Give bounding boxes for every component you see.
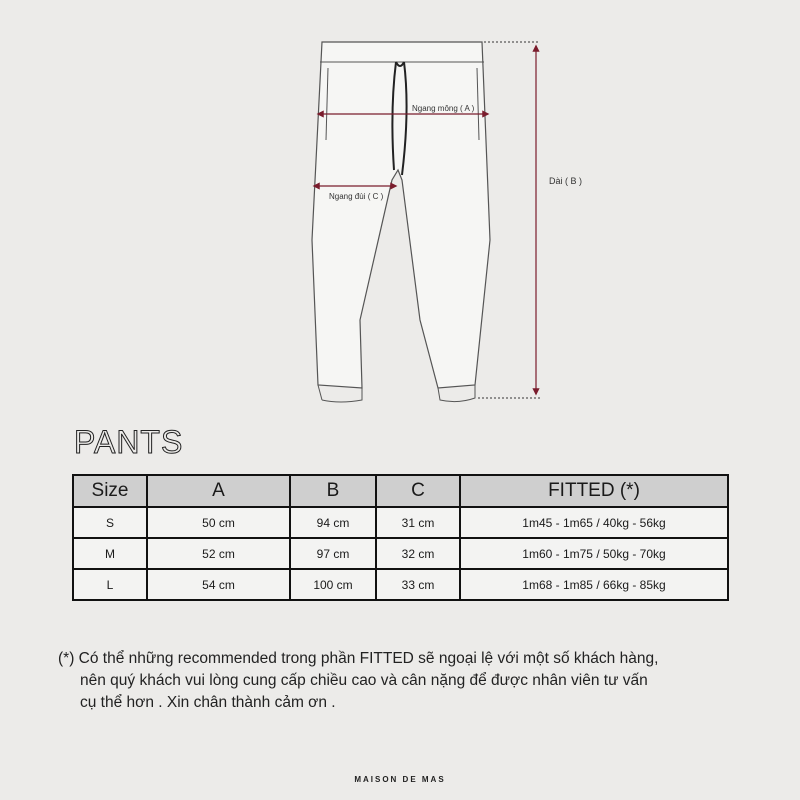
footnote-line: cụ thể hơn . Xin chân thành cảm ơn . [80,694,336,711]
header-fitted: FITTED (*) [460,475,728,507]
header-size: Size [73,475,147,507]
footnote-prefix: (*) [58,650,75,667]
header-c: C [376,475,460,507]
size-table [72,474,729,601]
header-a: A [147,475,290,507]
cell-c: 32 cm [376,538,460,569]
label-hip-width: Ngang mông ( A ) [412,104,475,113]
cell-a: 52 cm [147,538,290,569]
cell-c: 31 cm [376,507,460,538]
header-b: B [290,475,376,507]
table-header-row [73,475,728,507]
brand-logo: MAISON DE MAS [354,775,446,784]
footnote-line: nên quý khách vui lòng cung cấp chiều cao và cân nặng để được nhân viên tư vấn [80,672,648,689]
cell-fitted: 1m68 - 1m85 / 66kg - 85kg [460,569,728,600]
cell-size: S [73,507,147,538]
cell-a: 50 cm [147,507,290,538]
label-length: Dài ( B ) [549,176,583,186]
footnote [58,648,758,714]
cell-fitted: 1m45 - 1m65 / 40kg - 56kg [460,507,728,538]
cell-b: 97 cm [290,538,376,569]
section-title: PANTS [74,424,184,460]
table-row [73,569,728,600]
table-row [73,507,728,538]
cell-fitted: 1m60 - 1m75 / 50kg - 70kg [460,538,728,569]
cell-size: M [73,538,147,569]
label-thigh-width: Ngang đùi ( C ) [329,192,384,201]
cell-c: 33 cm [376,569,460,600]
table-row [73,538,728,569]
pants-outline [312,42,490,388]
cell-a: 54 cm [147,569,290,600]
footnote-line: Có thể những recommended trong phần FITTED sẽ ngoại lệ với một số khách hàng, [78,650,659,667]
cell-b: 94 cm [290,507,376,538]
cell-size: L [73,569,147,600]
cell-b: 100 cm [290,569,376,600]
